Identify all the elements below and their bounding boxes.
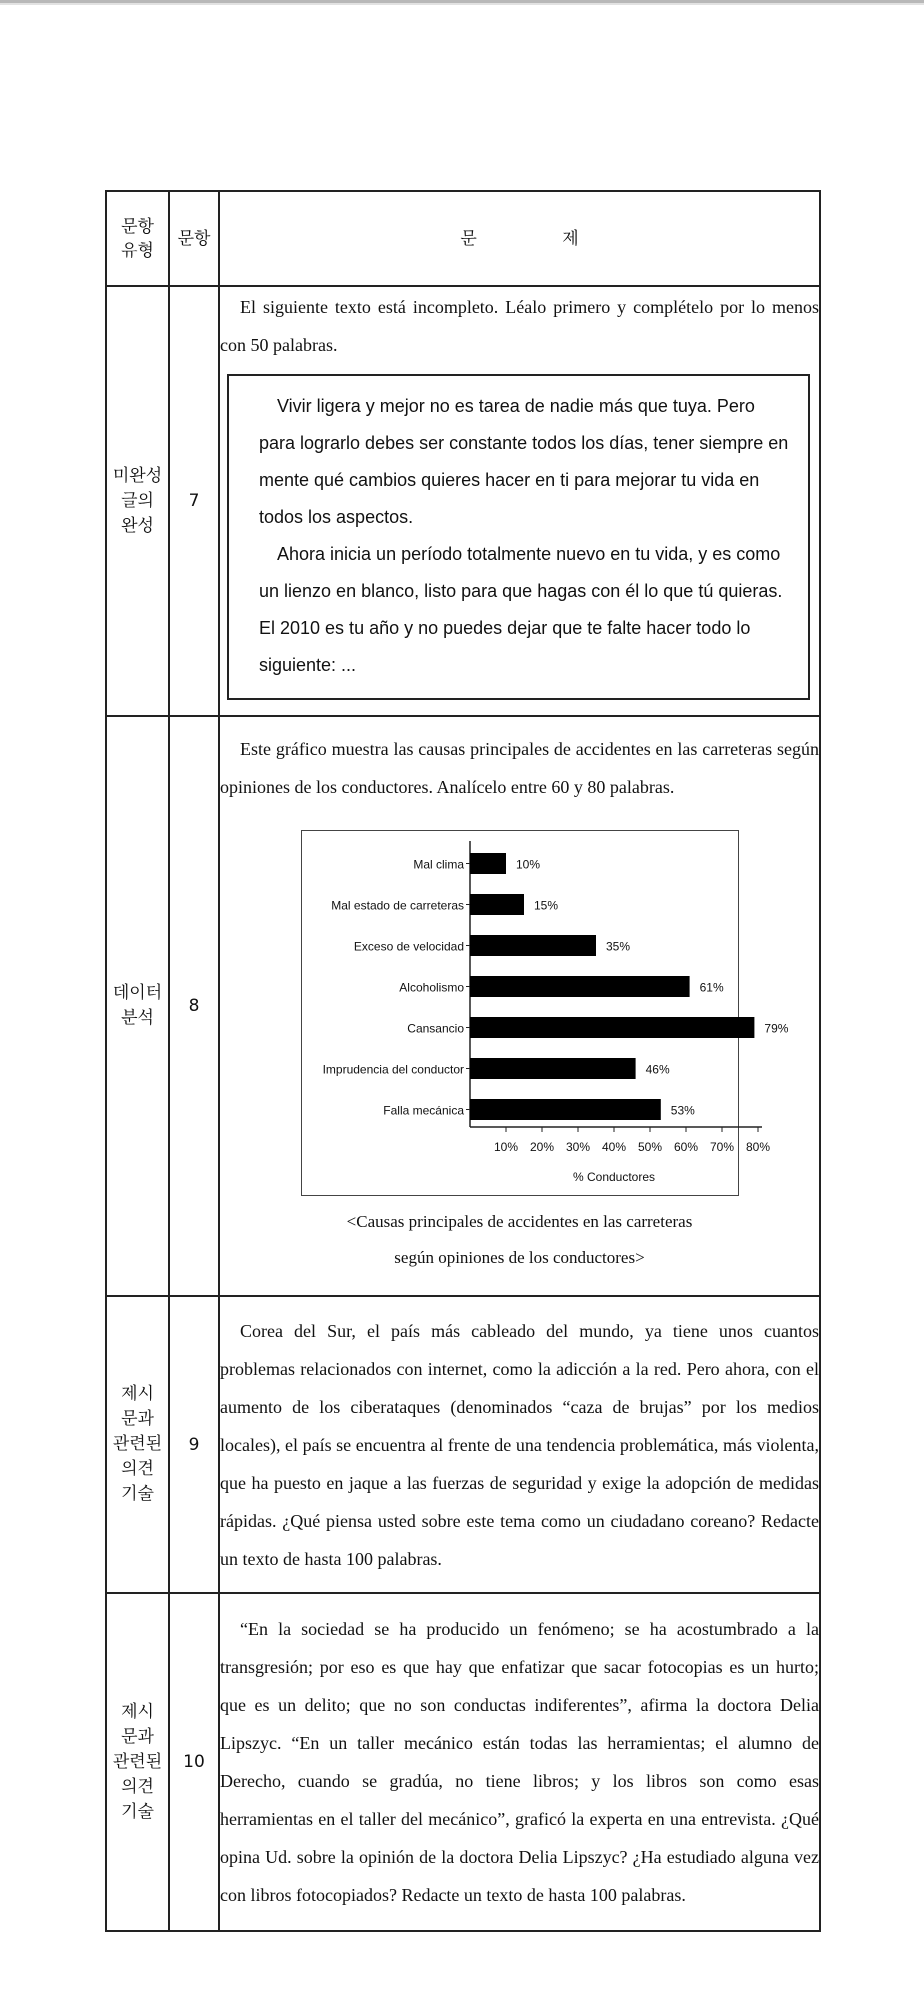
x-tick-label: 40%: [601, 1140, 626, 1154]
question-text: “En la sociedad se ha producido un fenómeno; se ha acostumbrado a la transgresión; por eso es que hay que enfatizar que sacar fotocopias es un hurto; que es un delito; que no son conductas indiferentes”, afirma la doctora Delia Lipszyc. “En un taller mecánico están todas las herramientas; el alumno de Derecho, cuando se gradúa, no tiene libros; y los libros son como esas herramientas en el taller del mecánico”, graficó la experta en una entrevista. ¿Qué opina Ud. sobre la opinión de la doctora Delia Lipszyc? ¿Ha estudiado alguna vez con libros fotocopiados? Redacte un texto de hasta 100 palabras.: [220, 1619, 819, 1905]
row-type-cell: 제시 문과 관련된 의견 기술: [106, 1296, 169, 1593]
category-label: Mal clima: [412, 857, 464, 872]
x-tick-label: 30%: [565, 1140, 590, 1154]
bar-3: [470, 935, 596, 956]
category-label: Alcoholismo: [398, 980, 464, 995]
bar-4: [470, 976, 690, 997]
passage-box: [227, 374, 810, 700]
x-tick-label: 60%: [673, 1140, 698, 1154]
data-label: 15%: [533, 898, 558, 913]
bar-6: [470, 1058, 636, 1079]
table-row: [106, 716, 820, 1296]
bar-7: [470, 1099, 661, 1120]
header-problem: 문 제: [219, 191, 820, 286]
row-number: 7: [169, 286, 219, 716]
problem-cell: [219, 1296, 820, 1593]
question-text: Corea del Sur, el país más cableado del mundo, ya tiene unos cuantos problemas relacionados con internet, como la adicción a la red. Pero ahora, con el aumento de los ciberataques (denominados “caza de brujas” por los medios locales), el país se encuentra al frente de una tendencia problemática, más violenta, que ha puesto en jaque a las fuerzas de seguridad y exige la adopción de medidas rápidas. ¿Qué piensa usted sobre este tema como un ciudadano coreano? Redacte un texto de hasta 100 palabras.: [220, 1320, 819, 1569]
data-label: 46%: [645, 1062, 670, 1077]
x-tick-label: 50%: [637, 1140, 662, 1154]
data-label: 61%: [699, 980, 724, 995]
instruction-text: Este gráfico muestra las causas principales de accidentes en las carreteras según opiniones de los conductores. Analícelo entre 60 y 80 palabras.: [220, 739, 819, 797]
bar-2: [470, 894, 524, 915]
data-label: 79%: [763, 1021, 788, 1036]
caption-line: según opiniones de los conductores>: [394, 1248, 645, 1267]
row-type-cell: 제시 문과 관련된 의견 기술: [106, 1593, 169, 1931]
exam-table: [105, 190, 821, 1932]
x-tick-label: 10%: [493, 1140, 518, 1154]
x-tick-label: 20%: [529, 1140, 554, 1154]
x-tick-label: 80%: [745, 1140, 770, 1154]
header-num: 문항: [169, 191, 219, 286]
category-label: Imprudencia del conductor: [322, 1062, 464, 1077]
caption-line: <Causas principales de accidentes en las carreteras: [346, 1212, 693, 1231]
data-label: 53%: [670, 1103, 695, 1118]
row-number: 10: [169, 1593, 219, 1931]
row-type-cell: 데이터 분석: [106, 716, 169, 1296]
x-axis-label: % Conductores: [572, 1170, 655, 1184]
category-label: Mal estado de carreteras: [330, 898, 464, 913]
category-label: Cansancio: [406, 1021, 464, 1036]
bar-chart-svg: [302, 831, 788, 1195]
passage-paragraph: Vivir ligera y mejor no es tarea de nadie más que tuya. Pero para lograrlo debes ser constante todos los días, tener siempre en mente qué cambios quieres hacer en ti para mejorar tu vida en todos los aspectos.: [259, 396, 789, 527]
data-label: 10%: [515, 857, 540, 872]
instruction-text: El siguiente texto está incompleto. Léalo primero y complételo por lo menos con 50 palabras.: [220, 297, 819, 355]
table-header-row: [106, 191, 820, 286]
category-label: Falla mecánica: [382, 1103, 464, 1118]
bar-chart: [301, 830, 788, 1196]
data-label: 35%: [605, 939, 630, 954]
table-row: [106, 286, 820, 716]
category-label: Exceso de velocidad: [353, 939, 464, 954]
chart-caption: [220, 1196, 819, 1282]
row-number: 8: [169, 716, 219, 1296]
top-border-shadow: [0, 3, 924, 5]
header-type: 문항 유형: [106, 191, 169, 286]
problem-cell: [219, 1593, 820, 1931]
table-row: [106, 1593, 820, 1931]
bar-1: [470, 853, 506, 874]
bar-5: [470, 1017, 754, 1038]
problem-cell: [219, 716, 820, 1296]
row-number: 9: [169, 1296, 219, 1593]
row-type-cell: 미완성 글의 완성: [106, 286, 169, 716]
problem-cell: [219, 286, 820, 716]
passage-paragraph: Ahora inicia un período totalmente nuevo en tu vida, y es como un lienzo en blanco, listo para que hagas con él lo que tú quieras. El 2010 es tu año y no puedes dejar que te falte hacer todo lo siguiente: ...: [259, 544, 783, 675]
table-row: [106, 1296, 820, 1593]
x-tick-label: 70%: [709, 1140, 734, 1154]
